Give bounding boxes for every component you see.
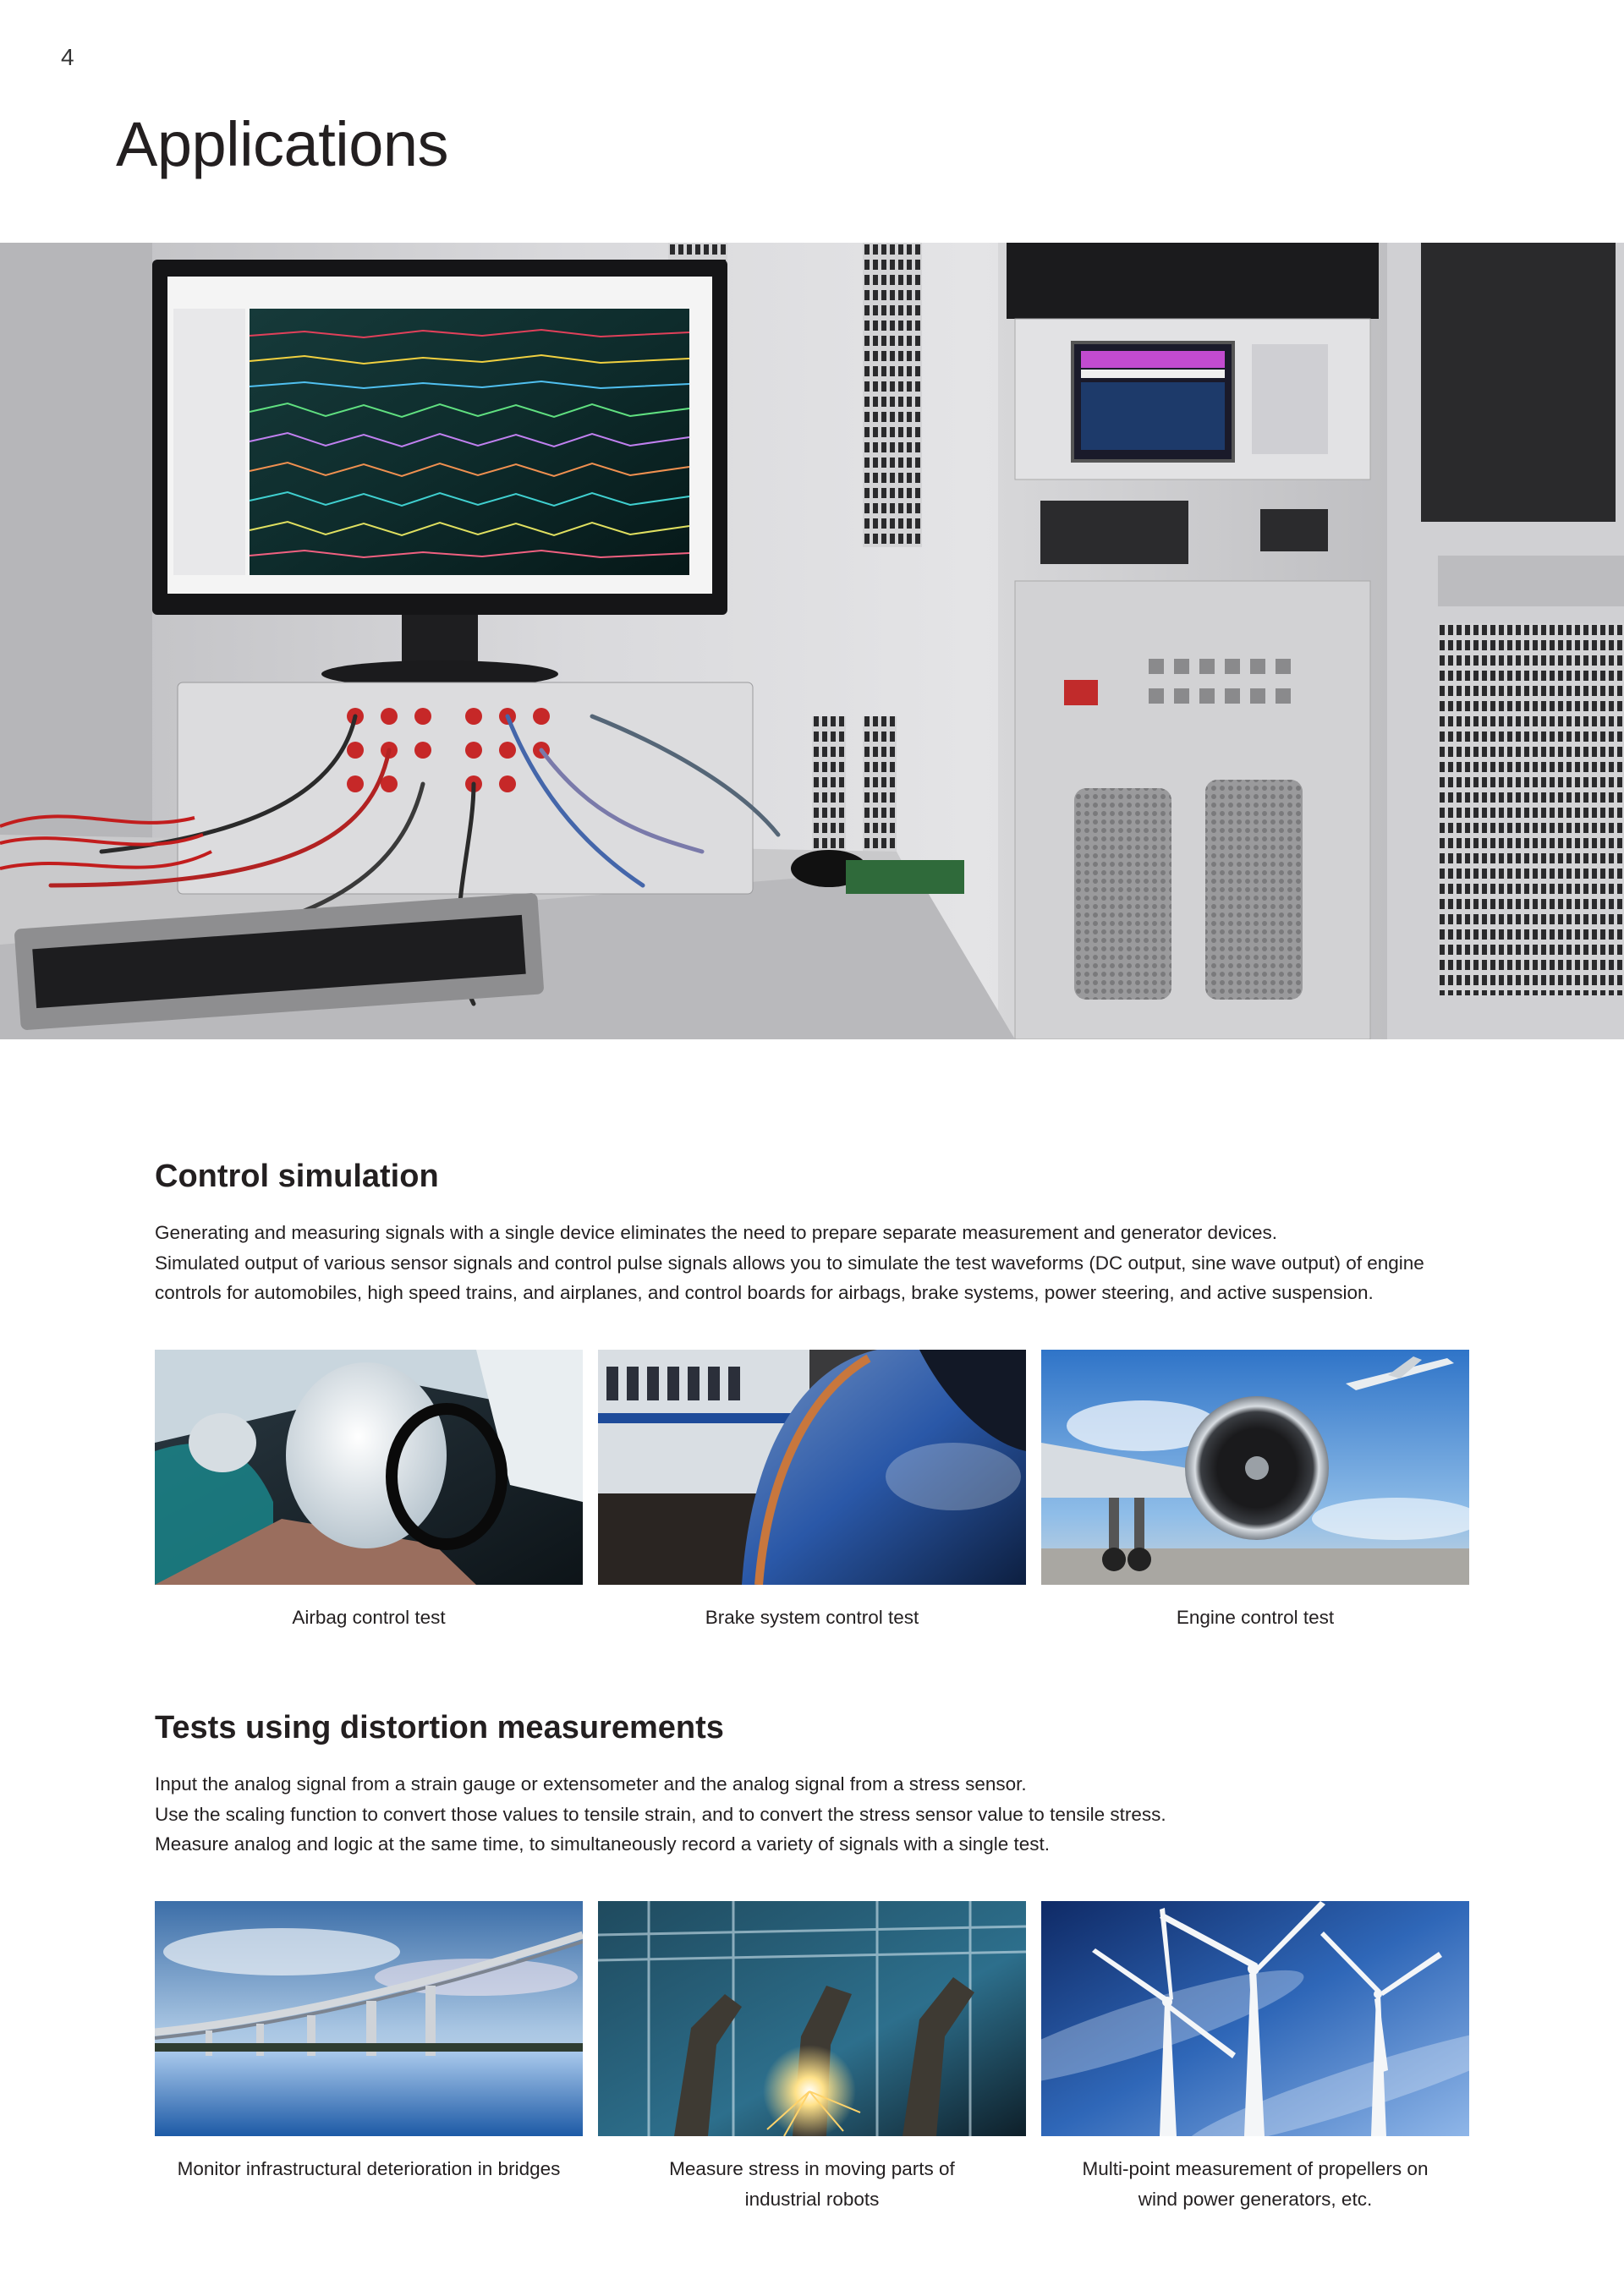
wind-turbines-photo <box>1041 1901 1469 2136</box>
page-number: 4 <box>61 44 74 70</box>
laboratory-test-bench-illustration <box>0 243 1624 1039</box>
paragraph-line: Input the analog signal from a strain gauge or extensometer and the analog signal from a stress sensor. <box>155 1773 1027 1795</box>
caption-line: Multi-point measurement of propellers on <box>1082 2158 1429 2179</box>
paragraph-line: Measure analog and logic at the same time, to simultaneously record a variety of signals with a single test. <box>155 1833 1051 1855</box>
page-title: Applications <box>116 109 449 179</box>
photo-caption: Brake system control test <box>705 1607 919 1628</box>
jet-engine-photo <box>1041 1350 1469 1585</box>
photo-caption <box>598 2154 1026 2214</box>
paragraph-line: controls for automobiles, high speed trains, and airplanes, and control boards for airbags, brake systems, power steering, and active suspension. <box>155 1282 1374 1303</box>
paragraph-line: Generating and measuring signals with a single device eliminates the need to prepare separate measurement and generator devices. <box>155 1222 1278 1243</box>
photo-caption: Airbag control test <box>292 1607 446 1628</box>
caption-line: industrial robots <box>744 2188 880 2210</box>
section-body-distortion-measurements <box>155 1769 1474 1860</box>
paragraph-line: Use the scaling function to convert those values to tensile strain, and to convert the stress sensor value to tensile stress. <box>155 1803 1166 1825</box>
section-heading-distortion-measurements: Tests using distortion measurements <box>155 1710 724 1745</box>
bridge-photo <box>155 1901 583 2136</box>
section-body-control-simulation <box>155 1218 1474 1308</box>
caption-line: Measure stress in moving parts of <box>669 2158 955 2179</box>
caption-line: wind power generators, etc. <box>1138 2188 1373 2210</box>
high-speed-train-photo <box>598 1350 1026 1585</box>
industrial-robots-photo <box>598 1901 1026 2136</box>
hero-photo <box>0 243 1624 1039</box>
paragraph-line: Simulated output of various sensor signals and control pulse signals allows you to simulate the test waveforms (DC output, sine wave output) of engine <box>155 1252 1424 1274</box>
caption-line: Monitor infrastructural deterioration in bridges <box>177 2158 561 2179</box>
airbag-photo <box>155 1350 583 1585</box>
section-heading-control-simulation: Control simulation <box>155 1159 439 1194</box>
photo-caption <box>155 2154 583 2184</box>
photo-caption <box>1041 2154 1469 2214</box>
photo-caption: Engine control test <box>1176 1607 1335 1628</box>
